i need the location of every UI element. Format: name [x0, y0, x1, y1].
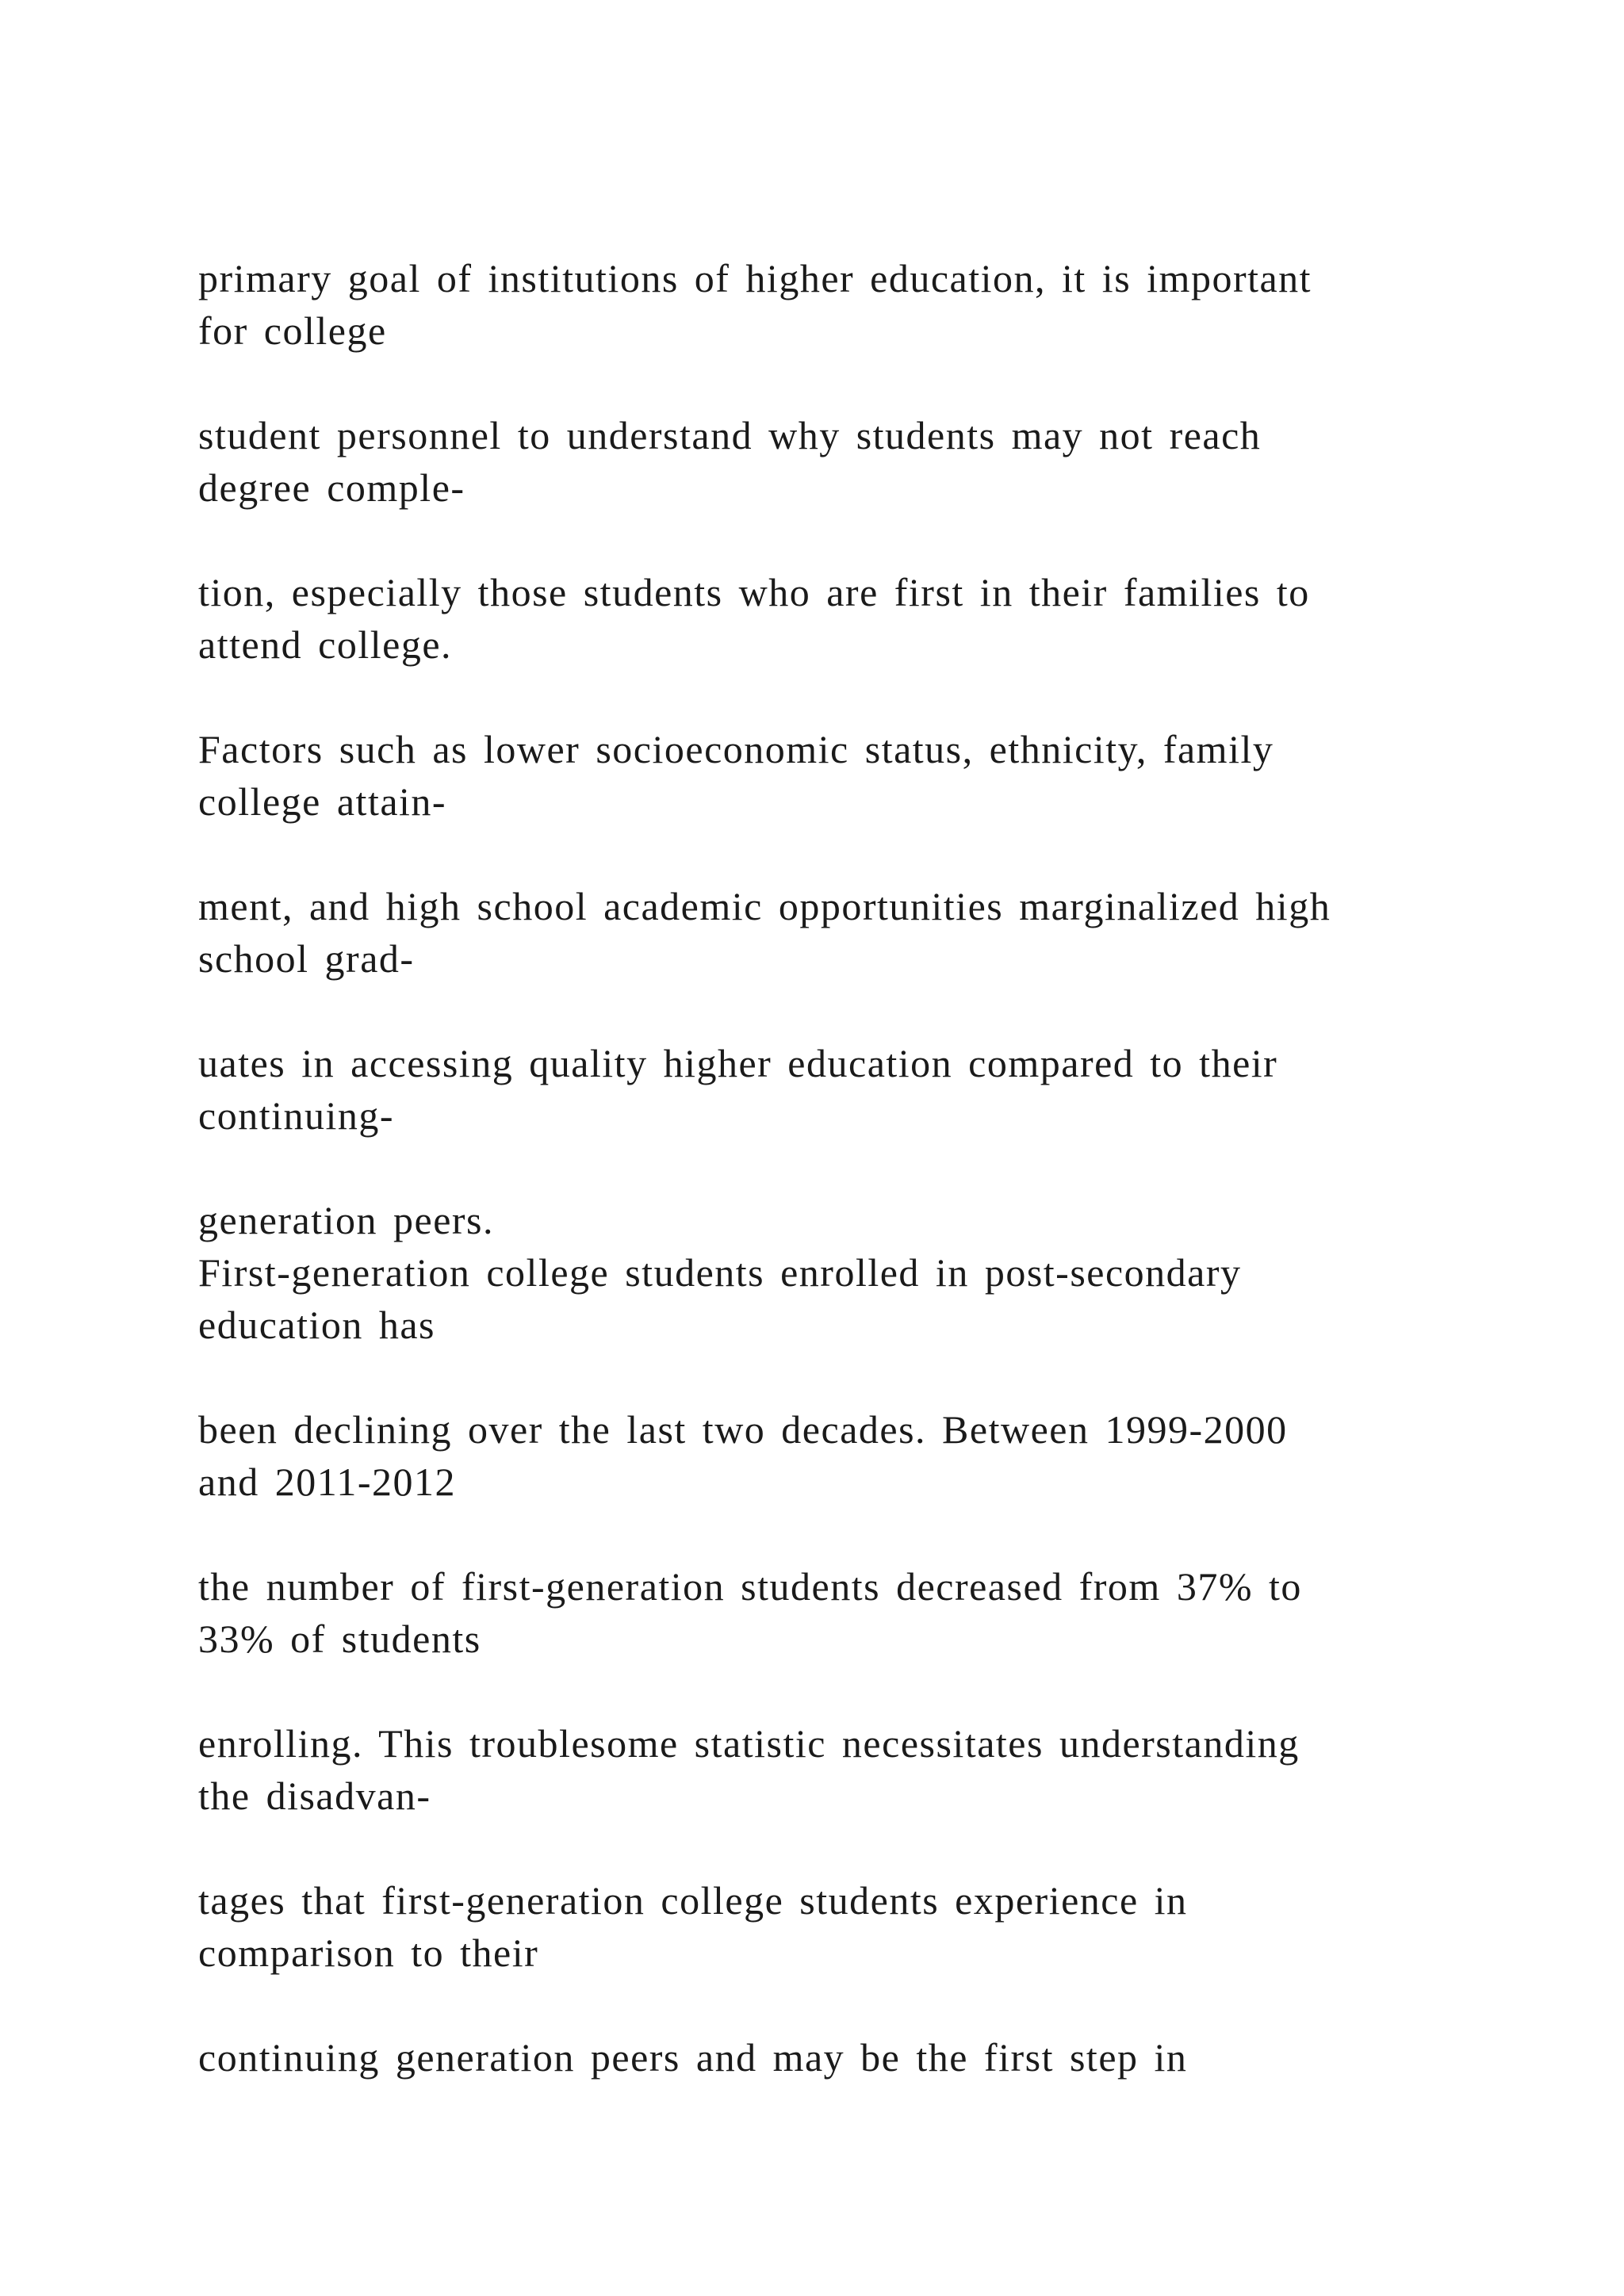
- text-line: ment, and high school academic opportunities marginalized high: [198, 884, 1331, 928]
- text-line: tages that first-generation college students experience in: [198, 1878, 1188, 1923]
- text-line: and 2011-2012: [198, 1460, 456, 1504]
- text-line: enrolling. This troublesome statistic necessitates understanding: [198, 1721, 1300, 1766]
- text-line: continuing-: [198, 1093, 395, 1138]
- text-line: the number of first-generation students decreased from 37% to: [198, 1564, 1302, 1609]
- text-line: Factors such as lower socioeconomic status, ethnicity, family: [198, 727, 1274, 771]
- text-line: been declining over the last two decades. Between 1999-2000: [198, 1407, 1288, 1452]
- text-line: education has: [198, 1303, 436, 1347]
- text-line: comparison to their: [198, 1931, 539, 1975]
- text-line: student personnel to understand why students may not reach: [198, 413, 1262, 457]
- text-line: primary goal of institutions of higher education, it is important: [198, 256, 1312, 300]
- text-line: college attain-: [198, 779, 447, 824]
- text-line: school grad-: [198, 936, 415, 981]
- text-line: uates in accessing quality higher education compared to their: [198, 1041, 1278, 1085]
- text-line: for college: [198, 308, 387, 353]
- text-line: degree comple-: [198, 465, 465, 510]
- text-line: the disadvan-: [198, 1774, 431, 1818]
- text-line: continuing generation peers and may be the first step in: [198, 2035, 1188, 2080]
- text-line: 33% of students: [198, 1617, 481, 1661]
- text-line: attend college.: [198, 622, 453, 667]
- text-line: generation peers.: [198, 1198, 495, 1242]
- text-line: tion, especially those students who are first in their families to: [198, 570, 1310, 614]
- text-line: First-generation college students enrolled in post-secondary: [198, 1250, 1242, 1295]
